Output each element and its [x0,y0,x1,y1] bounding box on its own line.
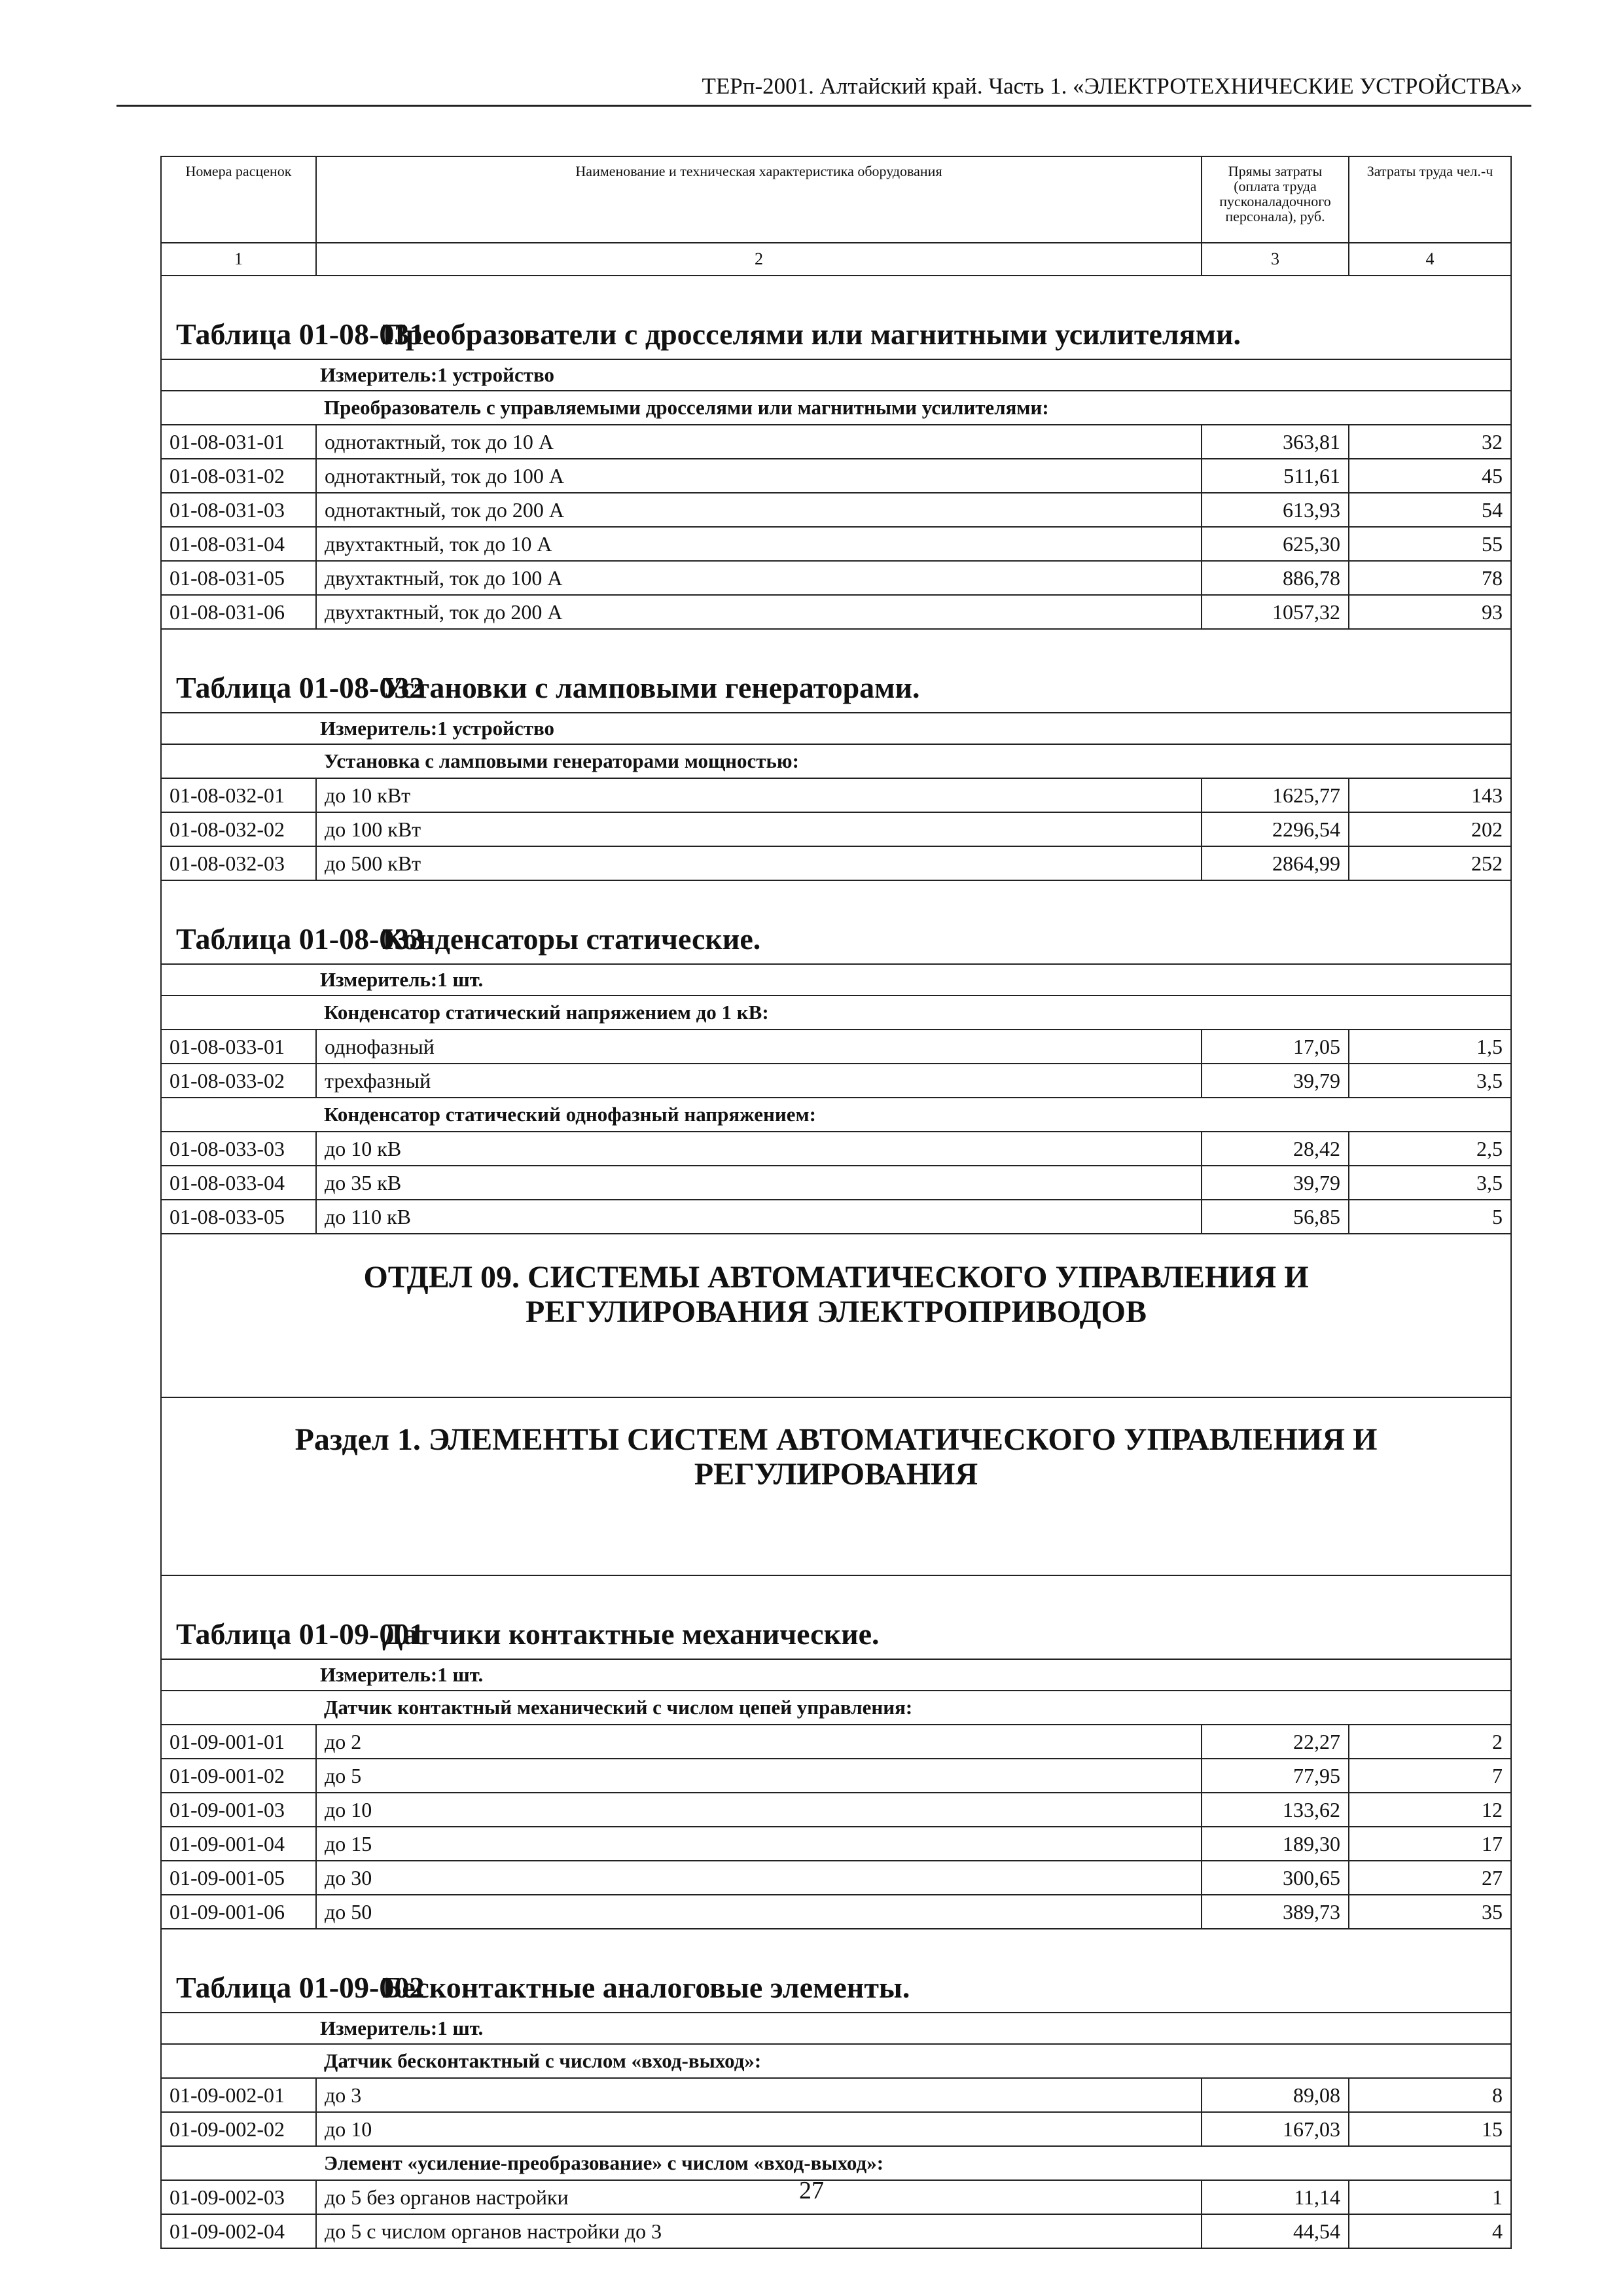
group-label: Установка с ламповыми генераторами мощностью: [316,744,1511,778]
table-title-row [161,1929,1511,2013]
labor-cost: 143 [1349,778,1511,812]
group-code-cell [161,744,316,778]
direct-cost: 625,30 [1202,527,1349,561]
rate-code: 01-08-031-02 [161,459,316,493]
equipment-name: до 5 без органов настройки [316,2180,1202,2214]
table-row [161,493,1511,527]
direct-cost: 133,62 [1202,1793,1349,1827]
direct-cost: 2864,99 [1202,846,1349,880]
column-index: 2 [316,243,1202,276]
table-title-row [161,1575,1511,1659]
group-code-cell [161,1691,316,1725]
labor-cost: 35 [1349,1895,1511,1929]
group-label: Конденсатор статический напряжением до 1 кВ: [316,996,1511,1030]
group-row [161,1098,1511,1132]
direct-cost: 189,30 [1202,1827,1349,1861]
table-row [161,1827,1511,1861]
labor-cost: 27 [1349,1861,1511,1895]
measure-row [161,1659,1511,1691]
rate-code: 01-09-001-04 [161,1827,316,1861]
measure-row [161,713,1511,744]
rate-code: 01-09-002-03 [161,2180,316,2214]
rate-code: 01-08-032-02 [161,812,316,846]
equipment-name: однотактный, ток до 100 А [316,459,1202,493]
price-table [160,156,1512,2249]
column-index-row [161,243,1511,276]
table-title-cell [161,629,1511,713]
measure-row [161,2013,1511,2044]
rate-code: 01-09-001-02 [161,1759,316,1793]
equipment-name: до 35 кВ [316,1166,1202,1200]
direct-cost: 511,61 [1202,459,1349,493]
equipment-name: трехфазный [316,1064,1202,1098]
table-row [161,1793,1511,1827]
direct-cost: 17,05 [1202,1030,1349,1064]
labor-cost: 2 [1349,1725,1511,1759]
rate-code: 01-09-001-05 [161,1861,316,1895]
direct-cost: 300,65 [1202,1861,1349,1895]
rate-code: 01-08-031-04 [161,527,316,561]
table-row [161,2078,1511,2112]
direct-cost: 22,27 [1202,1725,1349,1759]
table-row [161,595,1511,629]
group-row [161,2044,1511,2078]
measure-unit: Измеритель:1 устройство [161,359,1511,391]
table-title-row [161,276,1511,359]
group-label: Датчик контактный механический с числом цепей управления: [316,1691,1511,1725]
direct-cost: 56,85 [1202,1200,1349,1234]
equipment-name: однотактный, ток до 200 А [316,493,1202,527]
measure-unit: Измеритель:1 шт. [161,964,1511,996]
direct-cost: 44,54 [1202,2214,1349,2248]
direct-cost: 389,73 [1202,1895,1349,1929]
labor-cost: 252 [1349,846,1511,880]
table-row [161,1064,1511,1098]
section-heading-row [161,1234,1511,1397]
direct-cost: 886,78 [1202,561,1349,595]
group-label: Преобразователь с управляемыми дросселями или магнитными усилителями: [316,391,1511,425]
table-title: Преобразователи с дросселями или магнитными усилителями. [382,317,1241,351]
equipment-name: до 2 [316,1725,1202,1759]
measure-unit: Измеритель:1 шт. [161,2013,1511,2044]
table-row [161,778,1511,812]
group-code-cell [161,1098,316,1132]
column-header-codes: Номера расценок [161,156,316,243]
direct-cost: 613,93 [1202,493,1349,527]
measure-unit: Измеритель:1 устройство [161,713,1511,744]
equipment-name: до 5 [316,1759,1202,1793]
rate-code: 01-08-032-03 [161,846,316,880]
table-title: Бесконтактные аналоговые элементы. [382,1971,910,2004]
direct-cost: 167,03 [1202,2112,1349,2146]
group-code-cell [161,391,316,425]
measure-row [161,359,1511,391]
group-label: Элемент «усиление-преобразование» с числом «вход-выход»: [316,2146,1511,2180]
group-row [161,744,1511,778]
labor-cost: 78 [1349,561,1511,595]
table-row [161,1725,1511,1759]
labor-cost: 32 [1349,425,1511,459]
equipment-name: до 10 [316,2112,1202,2146]
table-row [161,2112,1511,2146]
subsection-heading: Раздел 1. ЭЛЕМЕНТЫ СИСТЕМ АВТОМАТИЧЕСКОГО УПРАВЛЕНИЯ И РЕГУЛИРОВАНИЯ [161,1397,1511,1575]
labor-cost: 55 [1349,527,1511,561]
rate-code: 01-08-031-05 [161,561,316,595]
page-number: 27 [799,2177,824,2204]
table-row [161,1132,1511,1166]
rate-code: 01-08-033-03 [161,1132,316,1166]
column-header-labor: Затраты труда чел.-ч [1349,156,1511,243]
section-heading: ОТДЕЛ 09. СИСТЕМЫ АВТОМАТИЧЕСКОГО УПРАВЛЕНИЯ И РЕГУЛИРОВАНИЯ ЭЛЕКТРОПРИВОДОВ [161,1234,1511,1397]
labor-cost: 5 [1349,1200,1511,1234]
table-row [161,812,1511,846]
direct-cost: 1057,32 [1202,595,1349,629]
table-title-cell [161,276,1511,359]
labor-cost: 17 [1349,1827,1511,1861]
table-row [161,1166,1511,1200]
column-header-row [161,156,1511,243]
group-code-cell [161,2146,316,2180]
group-code-cell [161,2044,316,2078]
direct-cost: 363,81 [1202,425,1349,459]
table-row [161,459,1511,493]
table-title-row [161,880,1511,964]
direct-cost: 2296,54 [1202,812,1349,846]
table-title-row [161,629,1511,713]
labor-cost: 15 [1349,2112,1511,2146]
group-label: Конденсатор статический однофазный напряжением: [316,1098,1511,1132]
table-title-cell [161,880,1511,964]
running-header [116,68,1531,107]
labor-cost: 3,5 [1349,1166,1511,1200]
equipment-name: до 100 кВт [316,812,1202,846]
table-row [161,527,1511,561]
group-code-cell [161,996,316,1030]
labor-cost: 54 [1349,493,1511,527]
labor-cost: 3,5 [1349,1064,1511,1098]
table-code: Таблица 01-08-031 [176,317,425,351]
equipment-name: до 10 кВ [316,1132,1202,1166]
table-code: Таблица 01-08-033 [176,922,425,956]
column-index: 1 [161,243,316,276]
group-label: Датчик бесконтактный с числом «вход-выход»: [316,2044,1511,2078]
table-row [161,2214,1511,2248]
direct-cost: 28,42 [1202,1132,1349,1166]
price-table-body [161,156,1511,2248]
table-code: Таблица 01-09-001 [176,1617,425,1651]
column-index: 3 [1202,243,1349,276]
labor-cost: 2,5 [1349,1132,1511,1166]
table-row [161,1759,1511,1793]
rate-code: 01-08-031-01 [161,425,316,459]
rate-code: 01-08-033-02 [161,1064,316,1098]
rate-code: 01-09-002-01 [161,2078,316,2112]
column-header-cost: Прямы затраты (оплата труда пусконаладочного персонала), руб. [1202,156,1349,243]
equipment-name: до 5 с числом органов настройки до 3 [316,2214,1202,2248]
rate-code: 01-08-032-01 [161,778,316,812]
labor-cost: 12 [1349,1793,1511,1827]
table-row [161,1200,1511,1234]
table-row [161,846,1511,880]
equipment-name: однофазный [316,1030,1202,1064]
labor-cost: 45 [1349,459,1511,493]
subsection-heading-row [161,1397,1511,1575]
group-row [161,2146,1511,2180]
measure-unit: Измеритель:1 шт. [161,1659,1511,1691]
table-title: Конденсаторы статические. [382,922,761,956]
column-index: 4 [1349,243,1511,276]
equipment-name: однотактный, ток до 10 А [316,425,1202,459]
labor-cost: 1 [1349,2180,1511,2214]
table-code: Таблица 01-08-032 [176,671,425,704]
labor-cost: 4 [1349,2214,1511,2248]
rate-code: 01-08-033-01 [161,1030,316,1064]
labor-cost: 8 [1349,2078,1511,2112]
labor-cost: 93 [1349,595,1511,629]
measure-row [161,964,1511,996]
equipment-name: до 30 [316,1861,1202,1895]
equipment-name: двухтактный, ток до 10 А [316,527,1202,561]
header-title: ТЕРп-2001. Алтайский край. Часть 1. «ЭЛЕКТРОТЕХНИЧЕСКИЕ УСТРОЙСТВА» [702,73,1522,99]
direct-cost: 77,95 [1202,1759,1349,1793]
direct-cost: 11,14 [1202,2180,1349,2214]
direct-cost: 39,79 [1202,1166,1349,1200]
group-row [161,996,1511,1030]
equipment-name: до 500 кВт [316,846,1202,880]
table-code: Таблица 01-09-002 [176,1971,425,2004]
table-row [161,1895,1511,1929]
equipment-name: до 10 кВт [316,778,1202,812]
table-title: Датчики контактные механические. [382,1617,880,1651]
rate-code: 01-08-031-03 [161,493,316,527]
direct-cost: 1625,77 [1202,778,1349,812]
table-row [161,1030,1511,1064]
labor-cost: 1,5 [1349,1030,1511,1064]
table-title-cell [161,1575,1511,1659]
rate-code: 01-09-002-02 [161,2112,316,2146]
table-row [161,1861,1511,1895]
group-row [161,1691,1511,1725]
equipment-name: двухтактный, ток до 200 А [316,595,1202,629]
rate-code: 01-09-001-01 [161,1725,316,1759]
equipment-name: до 50 [316,1895,1202,1929]
equipment-name: до 110 кВ [316,1200,1202,1234]
group-row [161,391,1511,425]
rate-code: 01-08-031-06 [161,595,316,629]
column-header-name: Наименование и техническая характеристика оборудования [316,156,1202,243]
equipment-name: до 15 [316,1827,1202,1861]
equipment-name: до 3 [316,2078,1202,2112]
rate-code: 01-08-033-05 [161,1200,316,1234]
equipment-name: двухтактный, ток до 100 А [316,561,1202,595]
rate-code: 01-09-001-03 [161,1793,316,1827]
labor-cost: 202 [1349,812,1511,846]
rate-code: 01-09-002-04 [161,2214,316,2248]
table-row [161,561,1511,595]
direct-cost: 39,79 [1202,1064,1349,1098]
rate-code: 01-09-001-06 [161,1895,316,1929]
labor-cost: 7 [1349,1759,1511,1793]
table-title: Установки с ламповыми генераторами. [382,671,920,704]
equipment-name: до 10 [316,1793,1202,1827]
rate-code: 01-08-033-04 [161,1166,316,1200]
direct-cost: 89,08 [1202,2078,1349,2112]
table-title-cell [161,1929,1511,2013]
table-row [161,425,1511,459]
